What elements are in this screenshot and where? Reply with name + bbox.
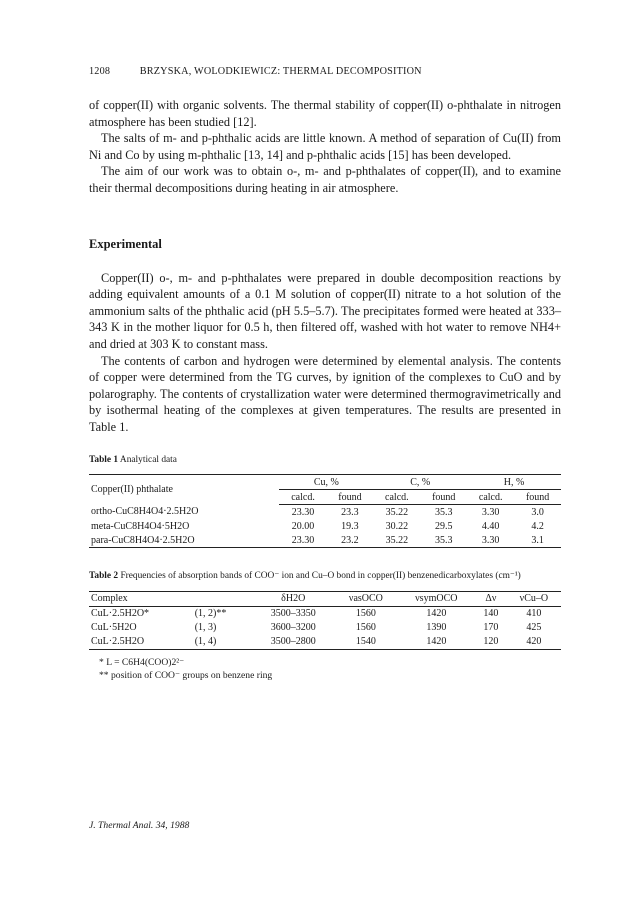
- table1-subcol: calcd.: [373, 490, 420, 505]
- table2-cell: 1540: [355, 636, 376, 647]
- table-row: [89, 635, 561, 650]
- table2-cell: 3500–2800: [270, 636, 316, 647]
- table2-header: δH2O: [281, 593, 306, 604]
- experimental-paragraph-1: Copper(II) o-, m- and p-phthalates were prepared in double decomposition reactions by adding equivalent amounts of a 0.1 M solution of copper(II) nitrate to a hot solution of the ammonium salts of the phthalic acid (pH 5.5–5.7). The precipitates formed were heated at 333–343 K in the mother liquor for 0.5 h, then filtered off, washed with hot water to remove NH4+ and dried at 303 K to constant mass.: [89, 270, 561, 351]
- table1-cell-name: ortho-CuC8H4O4·2.5H2O: [91, 506, 199, 518]
- table-row: [89, 606, 561, 621]
- page-number: 1208: [89, 66, 111, 77]
- table1-group-c: C, %: [373, 475, 467, 490]
- table1-subcol: found: [420, 490, 467, 505]
- footnote: ** position of COO⁻ groups on benzene ring: [99, 669, 273, 681]
- table1-cell: 4.40: [481, 520, 500, 532]
- table1-cell: 35.22: [373, 533, 420, 548]
- intro-paragraph-2: The salts of m- and p-phthalic acids are little known. A method of separation of Cu(II) from Ni and Co by using m-phthalic [13, 14] and p-phthalic acids [15] has been developed.: [89, 131, 561, 162]
- table2-cell-position: (1, 3): [194, 622, 217, 633]
- section-title: Experimental: [89, 236, 162, 251]
- intro-paragraph-1: of copper(II) with organic solvents. The thermal stability of copper(II) o-phthalate in nitrogen atmosphere has been studied [12].: [89, 98, 561, 129]
- table1-cell: 3.30: [481, 506, 500, 518]
- journal-footer: J. Thermal Anal. 34, 1988: [89, 820, 190, 831]
- table2-caption: [89, 570, 561, 583]
- table-row: [89, 505, 561, 520]
- table2-header: νsymOCO: [415, 593, 458, 604]
- table2-cell: 1560: [355, 608, 376, 619]
- table1-caption: [89, 454, 561, 467]
- table2-cell: 1420: [426, 608, 447, 619]
- intro-paragraph-3: The aim of our work was to obtain o-, m- and p-phthalates of copper(II), and to examine their thermal decompositions during heating in air atmosphere.: [89, 164, 561, 195]
- table1-cell: 23.3: [341, 506, 359, 518]
- table1-cell: 20.00: [291, 520, 315, 532]
- table1-cell: 3.0: [531, 506, 544, 518]
- table1-subcol: found: [514, 490, 561, 505]
- table2-header: νasOCO: [348, 593, 383, 604]
- running-header: [89, 66, 561, 77]
- table1-cell: 19.3: [341, 520, 359, 532]
- table1-cell: 35.22: [385, 506, 409, 518]
- table1-cell: 3.1: [514, 533, 561, 548]
- table2-cell-complex: CuL·2.5H2O*: [91, 608, 150, 619]
- table2-header: Δν: [485, 593, 497, 604]
- table1-subcol: calcd.: [279, 490, 326, 505]
- table2-header: νCu–O: [519, 593, 549, 604]
- table2-cell: 425: [526, 622, 542, 633]
- table1-group-h: H, %: [467, 475, 561, 490]
- table2-cell: 1390: [426, 622, 447, 633]
- table2-cell: 3600–3200: [270, 622, 316, 633]
- table2-cell: 170: [483, 622, 499, 633]
- table-row: [89, 519, 561, 533]
- table2-cell-complex: CuL·5H2O: [91, 622, 137, 633]
- table1: [89, 474, 561, 548]
- table2-cell: 1420: [426, 636, 447, 647]
- table1-cell: 4.2: [531, 520, 544, 532]
- table1-row-header: Copper(II) phthalate: [89, 475, 279, 505]
- table2-cell: 140: [483, 608, 499, 619]
- table1-cell: 3.30: [467, 533, 514, 548]
- table2-cell: 3500–3350: [270, 608, 316, 619]
- table1-cell: 23.30: [279, 533, 326, 548]
- table2-title: Frequencies of absorption bands of COO⁻ ion and Cu–O bond in copper(II) benzenedicarboxylates (cm⁻¹): [120, 571, 521, 581]
- table1-subcol: calcd.: [467, 490, 514, 505]
- page-body: [89, 66, 561, 682]
- table2-header-complex: Complex: [91, 593, 128, 604]
- table-row: [89, 621, 561, 635]
- table2-footnotes: [89, 656, 561, 682]
- experimental-paragraph-2: The contents of carbon and hydrogen were determined by elemental analysis. The contents of copper were determined from the TG curves, by ignition of the complexes to CuO and by polarography. The contents of crystallization water were determined thermogravimetrically and by isothermal heating of the complexes at given temperatures. The results are presented in Table 1.: [89, 353, 561, 434]
- table2-cell-complex: CuL·2.5H2O: [91, 636, 145, 647]
- table1-title: Analytical data: [119, 454, 177, 465]
- table2-cell: 120: [483, 636, 499, 647]
- table1-cell: 30.22: [385, 520, 409, 532]
- table1-cell: 23.2: [327, 533, 374, 548]
- table1-cell-name: para-CuC8H4O4·2.5H2O: [89, 533, 279, 548]
- table1-subcol: found: [327, 490, 374, 505]
- table2-cell: 420: [526, 636, 542, 647]
- table1-label: Table 1: [89, 454, 119, 465]
- table2-cell: 1560: [355, 622, 376, 633]
- running-title: BRZYSKA, WOLODKIEWICZ: THERMAL DECOMPOSITION: [139, 66, 422, 77]
- table1-cell-name: meta-CuC8H4O4·5H2O: [91, 520, 190, 532]
- table-row: [89, 533, 561, 548]
- table1-group-cu: Cu, %: [279, 475, 373, 490]
- table2-cell-position: (1, 4): [194, 636, 217, 647]
- table2: [89, 591, 561, 650]
- footnote: * L = C6H4(COO)2²⁻: [99, 656, 185, 668]
- table1-cell: 29.5: [435, 520, 453, 532]
- table1-cell: 35.3: [420, 533, 467, 548]
- table1-cell: 35.3: [435, 506, 453, 518]
- table2-cell: 410: [526, 608, 542, 619]
- table1-cell: 23.30: [291, 506, 315, 518]
- table2-label: Table 2: [89, 571, 119, 581]
- table2-cell-position: (1, 2)**: [194, 608, 227, 619]
